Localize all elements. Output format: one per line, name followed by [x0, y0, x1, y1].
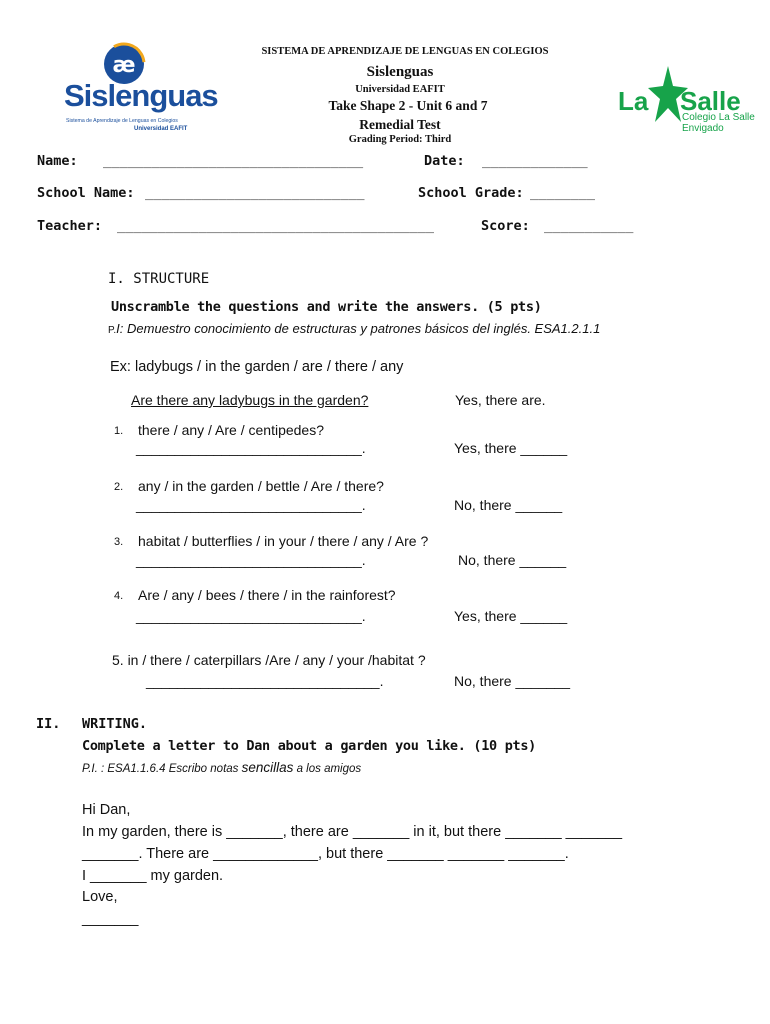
item-number: 2.: [114, 481, 124, 493]
la-salle-logo: [618, 66, 758, 136]
item-5-answer-blank[interactable]: ______________________________.: [146, 673, 384, 689]
pi-text: I: Demuestro conocimiento de estructuras y patrones básicos del inglés. ESA1.2.1.1: [116, 321, 601, 336]
section-1-performance-indicator: [108, 318, 600, 337]
letter-line[interactable]: _______. There are _____________, but there _______ _______ _______.: [82, 846, 569, 862]
section-2-numeral: II.: [36, 716, 61, 732]
answer-blank[interactable]: _____________________________.: [136, 440, 366, 456]
page-title: Sislenguas: [366, 64, 434, 80]
test-type: Remedial Test: [359, 117, 441, 132]
example-answer: Yes, there are.: [455, 392, 546, 408]
pi-prefix: P.I. : ESA1.1.6.4 Escribo notas: [82, 763, 242, 775]
la-salle-logo-la: La: [618, 86, 649, 116]
school-name-field[interactable]: ___________________________: [145, 185, 365, 201]
item-answer[interactable]: Yes, there ______: [454, 608, 568, 624]
section-2-heading: WRITING.: [82, 716, 148, 732]
item-answer[interactable]: No, there ______: [458, 552, 567, 568]
score-label: Score:: [481, 218, 530, 234]
letter-line[interactable]: In my garden, there is _______, there are _______ in it, but there _______ _______: [82, 824, 623, 840]
letter-signature-blank[interactable]: _______: [82, 911, 139, 927]
sislenguas-logo-subtitle: Sistema de Aprendizaje de Lenguas en Colegios: [66, 118, 178, 124]
teacher-label: Teacher:: [37, 218, 103, 234]
date-field[interactable]: _____________: [482, 153, 588, 169]
example-question: Are there any ladybugs in the garden?: [131, 392, 369, 408]
sislenguas-logo-name: Sislenguas: [64, 78, 218, 113]
la-salle-logo-city: Envigado: [682, 123, 724, 134]
example-words: Ex: ladybugs / in the garden / are / there / any: [110, 359, 404, 375]
item-number: 1.: [114, 425, 124, 437]
la-salle-logo-salle: Salle: [680, 86, 741, 116]
answer-blank[interactable]: _____________________________.: [136, 552, 366, 568]
section-2-performance-indicator: [82, 760, 361, 775]
test-unit-line: Take Shape 2 - Unit 6 and 7: [328, 98, 488, 113]
item-words: Are / any / bees / there / in the rainforest?: [138, 587, 396, 603]
pi-emphasis: sencillas: [241, 760, 294, 775]
la-salle-logo-subtitle: Colegio La Salle: [682, 112, 755, 123]
letter-line[interactable]: I _______ my garden.: [82, 868, 224, 884]
school-grade-label: School Grade:: [418, 185, 524, 201]
item-words: any / in the garden / bettle / Are / there?: [138, 478, 384, 494]
pi-prefix: P.: [108, 325, 117, 336]
school-grade-field[interactable]: ________: [530, 185, 596, 201]
section-1-instruction: Unscramble the questions and write the answers. (5 pts): [111, 299, 542, 315]
answer-blank[interactable]: _____________________________.: [136, 608, 366, 624]
program-name: SISTEMA DE APRENDIZAJE DE LENGUAS EN COLEGIOS: [261, 46, 549, 57]
section-2-instruction: Complete a letter to Dan about a garden you like. (10 pts): [82, 738, 537, 754]
item-number: 3.: [114, 536, 124, 548]
item-words: habitat / butterflies / in your / there / any / Are ?: [138, 533, 429, 549]
section-1-heading: I. STRUCTURE: [108, 271, 210, 287]
school-name-label: School Name:: [37, 185, 135, 201]
date-label: Date:: [424, 153, 465, 169]
item-number: 4.: [114, 590, 124, 602]
name-field[interactable]: ________________________________: [103, 153, 364, 169]
university-name: Universidad EAFIT: [355, 84, 445, 95]
item-words: there / any / Are / centipedes?: [138, 422, 325, 438]
svg-text:æ: æ: [112, 53, 136, 78]
item-answer[interactable]: Yes, there ______: [454, 440, 568, 456]
score-field[interactable]: ___________: [544, 218, 634, 234]
pi-suffix: a los amigos: [293, 763, 362, 775]
item-5-words: 5. in / there / caterpillars /Are / any / your /habitat ?: [112, 652, 426, 668]
name-label: Name:: [37, 153, 78, 169]
item-answer[interactable]: No, there ______: [454, 497, 563, 513]
letter-closing: Love,: [82, 889, 118, 905]
item-5-answer[interactable]: No, there _______: [454, 673, 570, 689]
answer-blank[interactable]: _____________________________.: [136, 497, 366, 513]
teacher-field[interactable]: _______________________________________: [117, 218, 434, 234]
letter-greeting: Hi Dan,: [82, 802, 131, 818]
sislenguas-logo-university: Universidad EAFIT: [134, 126, 188, 132]
grading-period: Grading Period: Third: [348, 134, 452, 145]
